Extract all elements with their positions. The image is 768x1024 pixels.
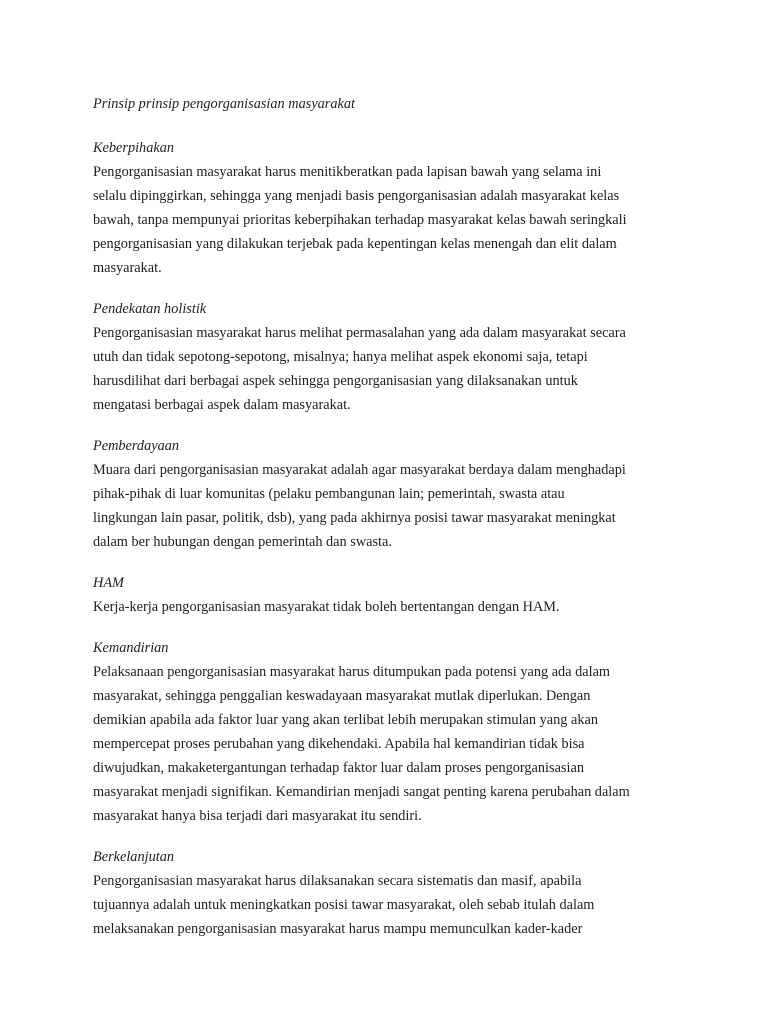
text-line: Pengorganisasian masyarakat harus menitikberatkan pada lapisan bawah yang selama ini (93, 164, 602, 180)
section-body (93, 869, 693, 941)
document-content (93, 92, 693, 958)
section-pemberdayaan (93, 434, 693, 554)
text-line: pihak-pihak di luar komunitas (pelaku pembangunan lain; pemerintah, swasta atau (93, 486, 565, 502)
text-line: harusdilihat dari berbagai aspek sehingga pengorganisasian yang dilaksanakan untuk (93, 373, 578, 389)
section-heading: HAM (93, 575, 124, 591)
section-keberpihakan (93, 136, 693, 280)
text-line: diwujudkan, makaketergantungan terhadap faktor luar dalam proses pengorganisasian (93, 760, 584, 776)
text-line: melaksanakan pengorganisasian masyarakat harus mampu memunculkan kader-kader (93, 921, 583, 937)
text-line: Pengorganisasian masyarakat harus melihat permasalahan yang ada dalam masyarakat secara (93, 325, 626, 341)
section-body (93, 660, 693, 828)
text-line: Kerja-kerja pengorganisasian masyarakat tidak boleh bertentangan dengan HAM. (93, 599, 560, 615)
text-line: demikian apabila ada faktor luar yang akan terlibat lebih merupakan stimulan yang akan (93, 712, 598, 728)
text-line: Pengorganisasian masyarakat harus dilaksanakan secara sistematis dan masif, apabila (93, 873, 582, 889)
text-line: bawah, tanpa mempunyai prioritas keberpihakan terhadap masyarakat kelas bawah seringkali (93, 212, 627, 228)
text-line: utuh dan tidak sepotong-sepotong, misalnya; hanya melihat aspek ekonomi saja, tetapi (93, 349, 588, 365)
document-title: Prinsip prinsip pengorganisasian masyarakat (93, 96, 355, 112)
text-line: dalam ber hubungan dengan pemerintah dan swasta. (93, 534, 392, 550)
section-ham (93, 571, 693, 619)
text-line: masyarakat menjadi signifikan. Kemandirian menjadi sangat penting karena perubahan dalam (93, 784, 630, 800)
section-body (93, 160, 693, 280)
text-line: mempercepat proses perubahan yang dikehendaki. Apabila hal kemandirian tidak bisa (93, 736, 585, 752)
section-body (93, 321, 693, 417)
text-line: Pelaksanaan pengorganisasian masyarakat harus ditumpukan pada potensi yang ada dalam (93, 664, 611, 680)
text-line: pengorganisasian yang dilakukan terjebak pada kepentingan kelas menengah dan elit dalam (93, 236, 617, 252)
text-line: tujuannya adalah untuk meningkatkan posisi tawar masyarakat, oleh sebab itulah dalam (93, 897, 595, 913)
section-heading: Pemberdayaan (93, 438, 180, 454)
text-line: masyarakat. (93, 260, 162, 276)
text-line: Muara dari pengorganisasian masyarakat adalah agar masyarakat berdaya dalam menghadapi (93, 462, 626, 478)
text-line: selalu dipinggirkan, sehingga yang menjadi basis pengorganisasian adalah masyarakat kelas (93, 188, 620, 204)
text-line: lingkungan lain pasar, politik, dsb), yang pada akhirnya posisi tawar masyarakat meningkat (93, 510, 616, 526)
section-heading: Pendekatan holistik (93, 301, 207, 317)
text-line: masyarakat hanya bisa terjadi dari masyarakat itu sendiri. (93, 808, 422, 824)
section-kemandirian (93, 636, 693, 828)
section-berkelanjutan (93, 845, 693, 941)
text-line: mengatasi berbagai aspek dalam masyarakat. (93, 397, 351, 413)
section-pendekatan-holistik (93, 297, 693, 417)
text-line: masyarakat, sehingga penggalian keswadayaan masyarakat mutlak diperlukan. Dengan (93, 688, 591, 704)
section-heading: Kemandirian (93, 640, 169, 656)
section-body (93, 458, 693, 554)
section-heading: Berkelanjutan (93, 849, 174, 865)
section-body (93, 595, 693, 619)
section-heading: Keberpihakan (93, 140, 174, 156)
